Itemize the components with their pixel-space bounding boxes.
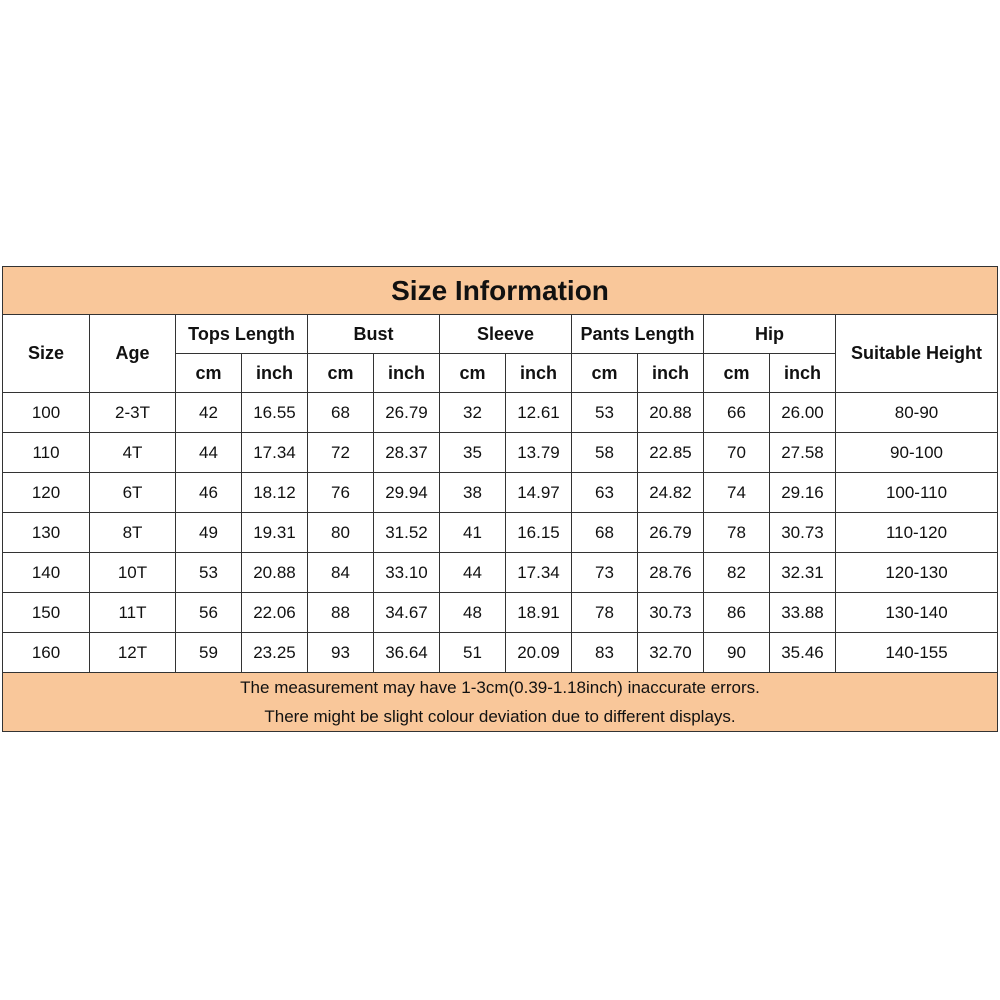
cell-bust-cm: 93 bbox=[308, 633, 374, 673]
cell-bust-cm: 80 bbox=[308, 513, 374, 553]
cell-size: 130 bbox=[3, 513, 90, 553]
header-suitable-height: Suitable Height bbox=[836, 315, 998, 393]
cell-bust-cm: 72 bbox=[308, 433, 374, 473]
unit-inch: inch bbox=[638, 354, 704, 393]
cell-tops-length-inch: 22.06 bbox=[242, 593, 308, 633]
cell-suitable-height: 110-120 bbox=[836, 513, 998, 553]
unit-inch: inch bbox=[374, 354, 440, 393]
cell-size: 150 bbox=[3, 593, 90, 633]
cell-bust-cm: 68 bbox=[308, 393, 374, 433]
cell-bust-inch: 29.94 bbox=[374, 473, 440, 513]
table-row bbox=[3, 513, 998, 553]
cell-bust-cm: 76 bbox=[308, 473, 374, 513]
cell-sleeve-cm: 41 bbox=[440, 513, 506, 553]
cell-hip-inch: 26.00 bbox=[770, 393, 836, 433]
cell-sleeve-inch: 17.34 bbox=[506, 553, 572, 593]
cell-tops-length-inch: 17.34 bbox=[242, 433, 308, 473]
cell-pants-length-cm: 83 bbox=[572, 633, 638, 673]
cell-pants-length-inch: 32.70 bbox=[638, 633, 704, 673]
cell-hip-cm: 82 bbox=[704, 553, 770, 593]
cell-sleeve-inch: 13.79 bbox=[506, 433, 572, 473]
cell-pants-length-cm: 63 bbox=[572, 473, 638, 513]
cell-size: 100 bbox=[3, 393, 90, 433]
cell-tops-length-cm: 44 bbox=[176, 433, 242, 473]
cell-hip-cm: 74 bbox=[704, 473, 770, 513]
cell-sleeve-cm: 48 bbox=[440, 593, 506, 633]
note-colour-deviation: There might be slight colour deviation due to different displays. bbox=[264, 707, 736, 726]
unit-inch: inch bbox=[242, 354, 308, 393]
table-row bbox=[3, 633, 998, 673]
size-table bbox=[2, 266, 998, 732]
cell-age: 6T bbox=[90, 473, 176, 513]
unit-cm: cm bbox=[704, 354, 770, 393]
cell-sleeve-inch: 16.15 bbox=[506, 513, 572, 553]
cell-tops-length-inch: 20.88 bbox=[242, 553, 308, 593]
cell-tops-length-cm: 42 bbox=[176, 393, 242, 433]
cell-sleeve-cm: 32 bbox=[440, 393, 506, 433]
cell-tops-length-cm: 49 bbox=[176, 513, 242, 553]
cell-suitable-height: 130-140 bbox=[836, 593, 998, 633]
table-row bbox=[3, 473, 998, 513]
cell-pants-length-inch: 28.76 bbox=[638, 553, 704, 593]
cell-tops-length-inch: 23.25 bbox=[242, 633, 308, 673]
cell-tops-length-cm: 56 bbox=[176, 593, 242, 633]
header-sleeve: Sleeve bbox=[440, 315, 572, 354]
table-row bbox=[3, 433, 998, 473]
note-measurement-error: The measurement may have 1-3cm(0.39-1.18inch) inaccurate errors. bbox=[240, 678, 760, 697]
cell-age: 4T bbox=[90, 433, 176, 473]
cell-hip-cm: 70 bbox=[704, 433, 770, 473]
unit-cm: cm bbox=[308, 354, 374, 393]
cell-hip-cm: 66 bbox=[704, 393, 770, 433]
size-chart bbox=[2, 266, 997, 732]
cell-age: 10T bbox=[90, 553, 176, 593]
cell-tops-length-cm: 53 bbox=[176, 553, 242, 593]
header-tops-length: Tops Length bbox=[176, 315, 308, 354]
unit-inch: inch bbox=[506, 354, 572, 393]
cell-sleeve-cm: 51 bbox=[440, 633, 506, 673]
header-size: Size bbox=[3, 315, 90, 393]
cell-tops-length-cm: 59 bbox=[176, 633, 242, 673]
cell-hip-inch: 27.58 bbox=[770, 433, 836, 473]
cell-hip-cm: 78 bbox=[704, 513, 770, 553]
unit-cm: cm bbox=[440, 354, 506, 393]
cell-sleeve-cm: 35 bbox=[440, 433, 506, 473]
table-row bbox=[3, 593, 998, 633]
cell-pants-length-inch: 20.88 bbox=[638, 393, 704, 433]
cell-sleeve-cm: 38 bbox=[440, 473, 506, 513]
cell-age: 8T bbox=[90, 513, 176, 553]
cell-tops-length-inch: 19.31 bbox=[242, 513, 308, 553]
cell-pants-length-inch: 30.73 bbox=[638, 593, 704, 633]
cell-pants-length-cm: 53 bbox=[572, 393, 638, 433]
cell-hip-inch: 32.31 bbox=[770, 553, 836, 593]
cell-bust-cm: 88 bbox=[308, 593, 374, 633]
cell-sleeve-cm: 44 bbox=[440, 553, 506, 593]
header-hip: Hip bbox=[704, 315, 836, 354]
cell-pants-length-inch: 24.82 bbox=[638, 473, 704, 513]
cell-size: 160 bbox=[3, 633, 90, 673]
unit-inch: inch bbox=[770, 354, 836, 393]
cell-hip-inch: 29.16 bbox=[770, 473, 836, 513]
notes bbox=[3, 673, 998, 732]
table-row bbox=[3, 393, 998, 433]
table-row bbox=[3, 553, 998, 593]
cell-bust-inch: 28.37 bbox=[374, 433, 440, 473]
cell-hip-inch: 33.88 bbox=[770, 593, 836, 633]
cell-bust-inch: 33.10 bbox=[374, 553, 440, 593]
cell-sleeve-inch: 14.97 bbox=[506, 473, 572, 513]
chart-title: Size Information bbox=[3, 267, 998, 315]
cell-size: 120 bbox=[3, 473, 90, 513]
header-pants-length: Pants Length bbox=[572, 315, 704, 354]
unit-cm: cm bbox=[176, 354, 242, 393]
cell-suitable-height: 120-130 bbox=[836, 553, 998, 593]
cell-bust-inch: 34.67 bbox=[374, 593, 440, 633]
unit-cm: cm bbox=[572, 354, 638, 393]
cell-size: 110 bbox=[3, 433, 90, 473]
cell-sleeve-inch: 18.91 bbox=[506, 593, 572, 633]
cell-hip-cm: 86 bbox=[704, 593, 770, 633]
cell-tops-length-inch: 18.12 bbox=[242, 473, 308, 513]
cell-pants-length-cm: 68 bbox=[572, 513, 638, 553]
cell-bust-inch: 36.64 bbox=[374, 633, 440, 673]
cell-age: 2-3T bbox=[90, 393, 176, 433]
cell-suitable-height: 80-90 bbox=[836, 393, 998, 433]
cell-bust-inch: 31.52 bbox=[374, 513, 440, 553]
cell-age: 11T bbox=[90, 593, 176, 633]
header-age: Age bbox=[90, 315, 176, 393]
cell-pants-length-cm: 78 bbox=[572, 593, 638, 633]
cell-size: 140 bbox=[3, 553, 90, 593]
cell-suitable-height: 140-155 bbox=[836, 633, 998, 673]
cell-suitable-height: 100-110 bbox=[836, 473, 998, 513]
cell-sleeve-inch: 20.09 bbox=[506, 633, 572, 673]
cell-hip-inch: 35.46 bbox=[770, 633, 836, 673]
cell-tops-length-cm: 46 bbox=[176, 473, 242, 513]
cell-suitable-height: 90-100 bbox=[836, 433, 998, 473]
cell-pants-length-inch: 22.85 bbox=[638, 433, 704, 473]
cell-pants-length-cm: 73 bbox=[572, 553, 638, 593]
cell-bust-inch: 26.79 bbox=[374, 393, 440, 433]
cell-pants-length-cm: 58 bbox=[572, 433, 638, 473]
header-bust: Bust bbox=[308, 315, 440, 354]
cell-tops-length-inch: 16.55 bbox=[242, 393, 308, 433]
cell-sleeve-inch: 12.61 bbox=[506, 393, 572, 433]
cell-pants-length-inch: 26.79 bbox=[638, 513, 704, 553]
cell-bust-cm: 84 bbox=[308, 553, 374, 593]
cell-age: 12T bbox=[90, 633, 176, 673]
cell-hip-inch: 30.73 bbox=[770, 513, 836, 553]
cell-hip-cm: 90 bbox=[704, 633, 770, 673]
